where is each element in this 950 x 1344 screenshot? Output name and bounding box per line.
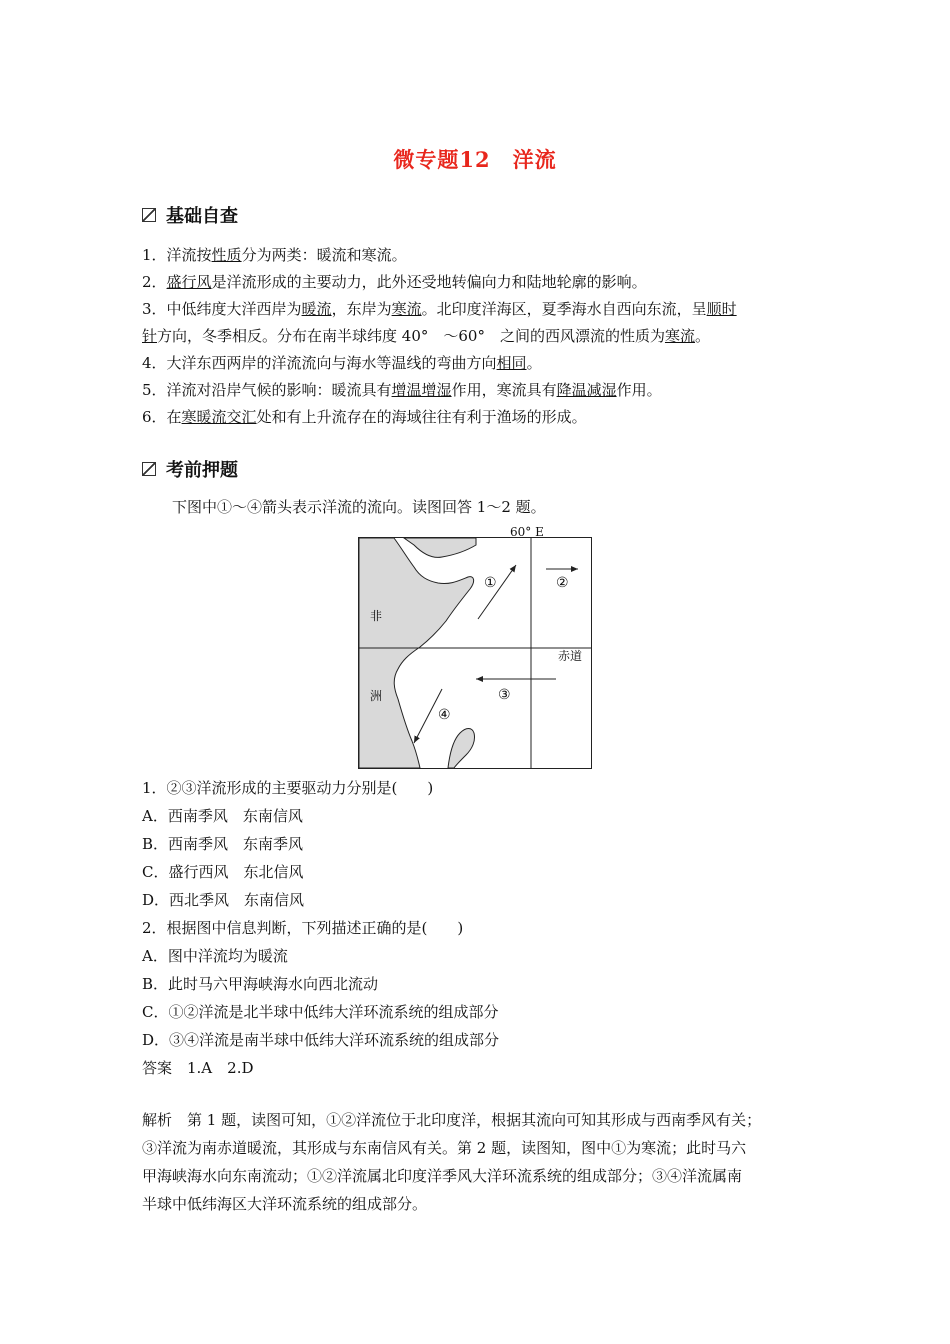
question-2-option-b: B．此时马六甲海峡海水向西北流动: [142, 975, 379, 993]
continent-label-bottom: 洲: [370, 689, 383, 703]
question-2-option-a: A．图中洋流均为暖流: [142, 947, 288, 965]
section-title: 考前押题: [166, 460, 238, 481]
analysis-line-1: 解析 第 1 题，读图可知，①②洋流位于北印度洋，根据其流向可知其形成与西南季风有关；: [142, 1111, 762, 1129]
question-1-option-d: D．西北季风 东南信风: [142, 891, 305, 909]
section-title: 基础自查: [166, 206, 238, 227]
section-marker-icon: [142, 208, 156, 222]
section-marker-icon: [142, 462, 156, 476]
answer-line: 答案 1.A 2.D: [142, 1059, 254, 1077]
question-1-option-c: C．盛行西风 东北信风: [142, 863, 304, 881]
intro-text: 下图中①～④箭头表示洋流的流向。读图回答 1～2 题。: [172, 498, 546, 516]
map-svg: [358, 537, 592, 769]
arrow-label-1: ①: [484, 575, 497, 591]
equator-label: 赤道: [558, 649, 583, 663]
basic-item-5: 5．洋流对沿岸气候的影响：暖流具有增温增湿作用，寒流具有降温减湿作用。: [142, 381, 662, 399]
question-2-option-c: C．①②洋流是北半球中低纬大洋环流系统的组成部分: [142, 1003, 499, 1021]
basic-item-3-cont: 针方向，冬季相反。分布在南半球纬度 40° ～60° 之间的西风漂流的性质为寒流。: [142, 327, 710, 345]
basic-item-6: 6．在寒暖流交汇处和有上升流存在的海域往往有利于渔场的形成。: [142, 408, 587, 426]
page-title: 微专题12 洋流: [393, 147, 557, 172]
question-2: 2．根据图中信息判断，下列描述正确的是( ): [142, 919, 464, 937]
basic-item-3: 3．中低纬度大洋西岸为暖流，东岸为寒流。北印度洋海区，夏季海水自西向东流，呈顺时: [142, 300, 737, 318]
continent-label-top: 非: [370, 609, 383, 623]
analysis-line-3: 甲海峡海水向东南流动；①②洋流属北印度洋季风大洋环流系统的组成部分；③④洋流属南: [142, 1167, 743, 1185]
basic-item-2: 2．盛行风是洋流形成的主要动力，此外还受地转偏向力和陆地轮廓的影响。: [142, 273, 647, 291]
question-1: 1．②③洋流形成的主要驱动力分别是( ): [142, 779, 434, 797]
ocean-current-map: [358, 525, 592, 769]
question-1-option-a: A．西南季风 东南信风: [142, 807, 303, 825]
basic-item-1: 1．洋流按性质分为两类：暖流和寒流。: [142, 246, 407, 264]
arrow-label-2: ②: [556, 575, 569, 591]
section-heading-exam: [142, 456, 238, 482]
arrow-label-4: ④: [438, 707, 451, 723]
basic-item-4: 4．大洋东西两岸的洋流流向与海水等温线的弯曲方向相同。: [142, 354, 542, 372]
question-2-option-d: D．③④洋流是南半球中低纬大洋环流系统的组成部分: [142, 1031, 500, 1049]
analysis-line-4: 半球中低纬海区大洋环流系统的组成部分。: [142, 1195, 428, 1213]
arrow-label-3: ③: [498, 687, 511, 703]
longitude-label: 60° E: [510, 525, 544, 539]
question-1-option-b: B．西南季风 东南季风: [142, 835, 304, 853]
analysis-line-2: ③洋流为南赤道暖流，其形成与东南信风有关。第 2 题，读图知，图中①为寒流；此时马六: [142, 1139, 747, 1157]
section-heading-basic: [142, 202, 238, 228]
